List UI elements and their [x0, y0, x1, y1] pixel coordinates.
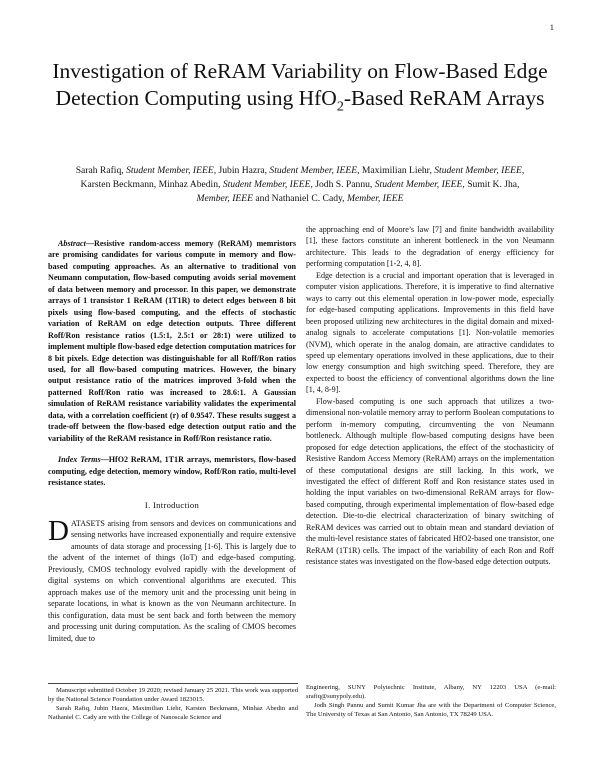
section-heading: I. Introduction: [144, 499, 200, 510]
title-part-2: -Based ReRAM Arrays: [343, 85, 545, 110]
author-name: Maximilian Liehr,: [361, 165, 432, 176]
index-terms-label: Index Terms: [58, 455, 101, 465]
index-terms: [48, 454, 296, 488]
author-role: Student Member, IEEE,: [434, 165, 525, 176]
author-name: and Nathaniel C. Cady,: [255, 193, 345, 204]
author-list: [70, 164, 530, 206]
author-role: Student Member, IEEE,: [222, 179, 313, 190]
footnote-text: Manuscript submitted October 19 2020; revised January 25 2021. This work was supported by the National Science Foundation under Award 1823015.: [48, 687, 298, 703]
footnote-text: Jodh Singh Pannu and Sumit Kumar Jha are with the Department of Computer Science, The University of Texas at San Antonio, San Antonio, TX 78249 USA.: [306, 702, 556, 718]
intro-paragraph: [48, 514, 296, 644]
abstract-text: —Resistive random-access memory (ReRAM) memristors are promising candidates for various compute in memory and flow-based computing approaches. As an alternative to traditional von Neumann computation, flow-based computing avoids serial movement of data between memory and processor. In this paper, we demonstrate arrays of 1 transistor 1 ReRAM (1T1R) to detect edges between 8 bit pixels using flow-based computing, and the effects of stochastic variation of ReRAM on edge detection outputs. Three different Roff/Ron resistance ratios (1.5:1, 2.5:1 or 28:1) were utilized to implement multiple flow-based edge detection computation matrices for 8 bit pixels. Edge detection was distinguishable for all Roff/Ron ratios used, for all flow-based computing matrices. However, the binary output resistance ratio of the matrices improved 3-fold when the patterned Roff/Ron ratio was increased to 28.6:1. A Gaussian simulation of ReRAM resistance variability validates the experimental data, with a correlation coefficient (r) of 0.9547. These results suggest a trade-off between the flow-based edge detection output ratio and the variability of the ReRAM resistance in Roff/Ron resistance ratio.: [48, 239, 296, 443]
abstract: [48, 238, 296, 444]
footnote-left: [48, 683, 298, 722]
footnote-right: [306, 683, 556, 719]
right-column: [306, 224, 554, 568]
author-name: Jubin Hazra,: [218, 165, 268, 176]
title-subscript: 2: [336, 98, 344, 114]
title-part-1: Investigation of ReRAM Variability on Flow-Based Edge Detection Computing using HfO: [52, 59, 548, 110]
author-name: Jodh S. Pannu,: [315, 179, 373, 190]
index-terms-text: —HfO2 ReRAM, 1T1R arrays, memristors, flow-based computing, edge detection, memory window, Roff/Ron ratio, multi-level resistance states.: [48, 455, 297, 488]
body-paragraph: the approaching end of Moore’s law [7] and finite bandwidth availability [1], these factors constitute an inherent bottleneck in the von Neumann architecture. This leads to the degradation of energy efficiency for performing computation [1-2, 4, 8].: [306, 225, 554, 269]
abstract-label: Abstract: [58, 239, 86, 248]
footnote-text: Engineering, SUNY Polytechnic Institute, Albany, NY 12203 USA (e-mail: srafiq@sunypoly.edu).: [306, 684, 556, 700]
paper-title: [40, 58, 560, 120]
author-role: Member, IEEE: [196, 193, 253, 204]
author-name: Sarah Rafiq,: [75, 165, 124, 176]
author-role: Student Member, IEEE,: [269, 165, 360, 176]
author-role: Student Member, IEEE,: [126, 165, 217, 176]
body-paragraph: Flow-based computing is one such approach that utilizes a two-dimensional non-volatile memory array to perform Boolean computations to perform in-memory computing, circumventing the von Neumann bottleneck. Although multiple flow-based computing designs have been proposed for edge detection applications, the effect of the stochasticity of Resistive Random Access Memory (ReRAM) arrays on the implementation of these computational designs are still lacking. In this work, we investigated the effect of different Roff and Ron resistance states used in holding the input variables on two-dimensional ReRAM arrays for flow-based computing, through experimental implementation of flow-based edge detection. Die-to-die electrical characterization of binary switching of ReRAM devices was carried out to obtain mean and standard deviation of the multi-level resistance states of fabricated HfO2-based one transistor, one ReRAM (1T1R) cells. The impact of the variability of each Ron and Roff resistance states was investigated on the flow-based edge detection outputs.: [306, 396, 554, 567]
left-column: [48, 238, 296, 644]
author-role: Student Member, IEEE,: [374, 179, 465, 190]
intro-text: ATASETS arising from sensors and devices on communications and sensing networks have increased exponentially and require extensive amounts of data storage and processing [1-6]. This is largely due to the advent of the internet of things (IoT) and edge-based computing. Previously, CMOS technology evolved rapidly with the development of digital systems on which conventional algorithms are executed. This approach makes use of the memory unit and the processing unit being in separate locations, in what is known as the von Neumann architecture. In this configuration, data must be sent back and forth between the memory and processing unit during computation. As the scaling of CMOS becomes limited, due to: [48, 518, 296, 643]
body-paragraph: Edge detection is a crucial and important operation that is leveraged in computer vision applications. Therefore, it is imperative to find alternative ways to carry out this elemental operation in low-power mode, especially for edge-based computing applications. Improvements in this field have been proposed utilizing new architectures in the digital domain and mixed-analog signals to accelerate computations [1]. Non-volatile memories (NVM), which operate in the analog domain, are attractive candidates to speed up elementary operations involved in these applications, due to their low energy consumption and high switching speed. Therefore, they are expected to boost the efficiency of conventional algorithms down the line [1, 4, 8-9].: [306, 270, 554, 395]
author-name: Sumit K. Jha,: [467, 179, 520, 190]
author-role: Member, IEEE: [346, 193, 404, 204]
page-number: 1: [549, 22, 554, 32]
footnote-text: Sarah Rafiq, Jubin Hazra, Maximilian Liehr, Karsten Beckmann, Minhaz Abedin and Nathaniel C. Cady are with the College of Nanoscale Science and: [48, 705, 298, 721]
author-name: Karsten Beckmann, Minhaz Abedin,: [80, 179, 221, 190]
drop-cap: D: [48, 514, 69, 547]
